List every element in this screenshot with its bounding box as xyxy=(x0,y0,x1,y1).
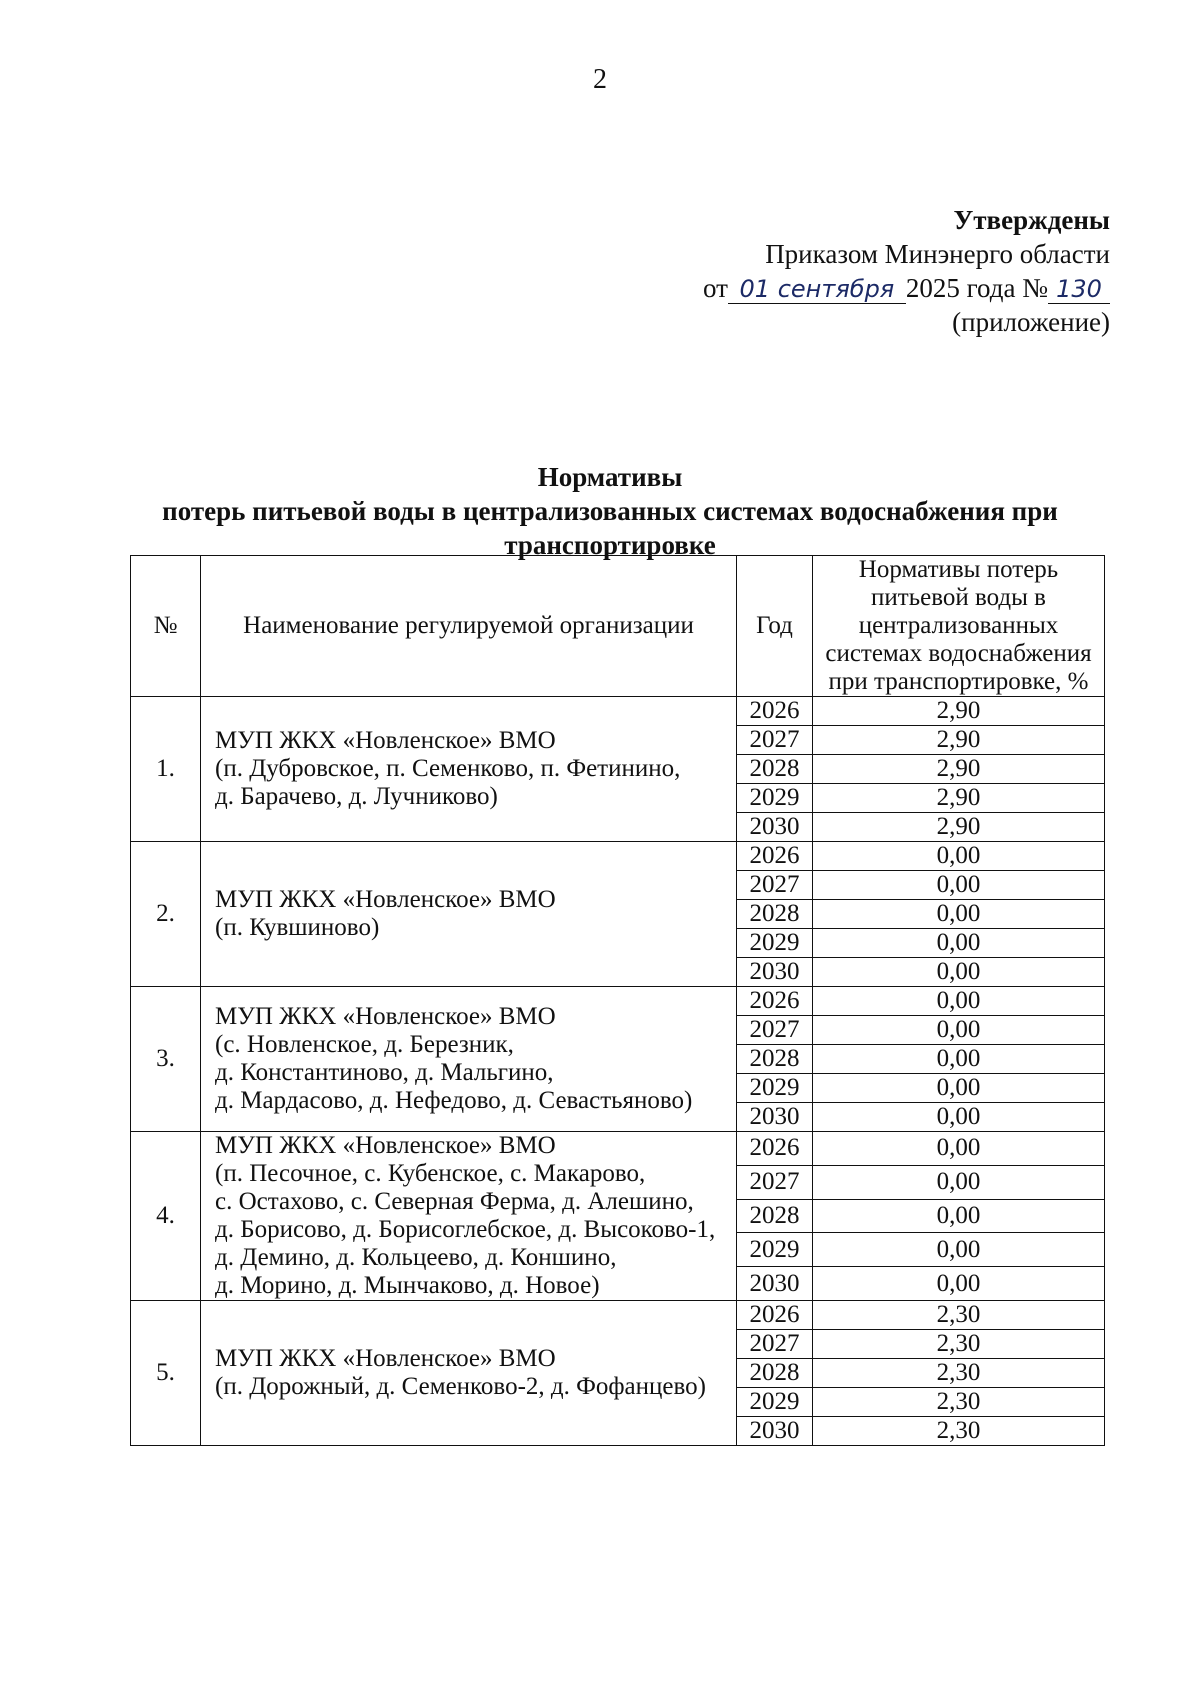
organization-cell xyxy=(201,1132,737,1301)
year-cell: 2027 xyxy=(737,871,813,900)
row-number: 1. xyxy=(131,697,201,842)
year-cell: 2026 xyxy=(737,987,813,1016)
row-number: 4. xyxy=(131,1132,201,1301)
norm-value-cell: 0,00 xyxy=(813,987,1105,1016)
year-cell: 2029 xyxy=(737,929,813,958)
organization-line: д. Мардасово, д. Нефедово, д. Севастьяново) xyxy=(215,1087,693,1114)
norm-value-cell: 2,30 xyxy=(813,1301,1105,1330)
year-cell: 2027 xyxy=(737,1165,813,1199)
table-row xyxy=(131,697,1105,726)
organization-line: МУП ЖКХ «Новленское» ВМО xyxy=(215,1132,556,1159)
row-number: 3. xyxy=(131,987,201,1132)
year-cell: 2027 xyxy=(737,1016,813,1045)
norms-table xyxy=(130,555,1105,1446)
approval-date-line xyxy=(590,271,1110,305)
appendix-label: (приложение) xyxy=(952,307,1110,337)
norm-value-cell: 0,00 xyxy=(813,958,1105,987)
norm-value-cell: 0,00 xyxy=(813,1165,1105,1199)
norm-value-cell: 0,00 xyxy=(813,1199,1105,1233)
header-organization: Наименование регулируемой организации xyxy=(201,556,737,697)
approval-heading: Утверждены xyxy=(953,205,1110,235)
organization-line: д. Морино, д. Мынчаково, д. Новое) xyxy=(215,1272,600,1299)
year-cell: 2026 xyxy=(737,697,813,726)
table-row xyxy=(131,1301,1105,1330)
year-cell: 2029 xyxy=(737,1074,813,1103)
approval-block xyxy=(590,203,1110,339)
year-cell: 2030 xyxy=(737,958,813,987)
year-cell: 2030 xyxy=(737,1267,813,1301)
norm-value-cell: 0,00 xyxy=(813,842,1105,871)
norm-value-cell: 0,00 xyxy=(813,1074,1105,1103)
year-cell: 2028 xyxy=(737,1045,813,1074)
row-number: 5. xyxy=(131,1301,201,1446)
year-cell: 2030 xyxy=(737,813,813,842)
norm-value-cell: 0,00 xyxy=(813,1132,1105,1166)
year-cell: 2026 xyxy=(737,842,813,871)
norm-value-cell: 2,30 xyxy=(813,1330,1105,1359)
page-number: 2 xyxy=(593,64,607,95)
year-cell: 2029 xyxy=(737,784,813,813)
header-number: № xyxy=(131,556,201,697)
header-year: Год xyxy=(737,556,813,697)
organization-line: МУП ЖКХ «Новленское» ВМО xyxy=(215,1345,556,1372)
organization-cell xyxy=(201,987,737,1132)
organization-line: (п. Песочное, с. Кубенское, с. Макарово, xyxy=(215,1160,646,1187)
organization-line: д. Демино, д. Кольцеево, д. Коншино, xyxy=(215,1244,617,1271)
year-cell: 2028 xyxy=(737,900,813,929)
table-row xyxy=(131,842,1105,871)
norm-value-cell: 0,00 xyxy=(813,1267,1105,1301)
norm-value-cell: 0,00 xyxy=(813,871,1105,900)
year-cell: 2029 xyxy=(737,1233,813,1267)
year-cell: 2026 xyxy=(737,1301,813,1330)
year-text: 2025 года № xyxy=(905,273,1048,303)
document-title xyxy=(110,460,1110,562)
title-line-2: потерь питьевой воды в централизованных системах водоснабжения при транспортировке xyxy=(162,496,1058,560)
header-norm: Нормативы потерь питьевой воды в централизованных системах водоснабжения при транспортировке, % xyxy=(813,556,1105,697)
organization-line: д. Борисово, д. Борисоглебское, д. Высоково-1, xyxy=(215,1216,716,1243)
organization-cell xyxy=(201,1301,737,1446)
norm-value-cell: 0,00 xyxy=(813,1233,1105,1267)
organization-line: МУП ЖКХ «Новленское» ВМО xyxy=(215,727,556,754)
organization-line: (с. Новленское, д. Березник, xyxy=(215,1031,514,1058)
year-cell: 2029 xyxy=(737,1388,813,1417)
organization-cell xyxy=(201,697,737,842)
year-cell: 2028 xyxy=(737,1199,813,1233)
handwritten-order-number: 130 xyxy=(1048,275,1110,304)
date-prefix: от xyxy=(702,273,728,303)
handwritten-date: 01 сентября xyxy=(728,275,906,304)
norm-value-cell: 2,90 xyxy=(813,726,1105,755)
norm-value-cell: 0,00 xyxy=(813,929,1105,958)
organization-line: МУП ЖКХ «Новленское» ВМО xyxy=(215,886,556,913)
table-row xyxy=(131,987,1105,1016)
norm-value-cell: 2,90 xyxy=(813,755,1105,784)
organization-line: д. Константиново, д. Мальгино, xyxy=(215,1059,554,1086)
table-body xyxy=(131,697,1105,1446)
norm-value-cell: 0,00 xyxy=(813,1103,1105,1132)
norm-value-cell: 2,90 xyxy=(813,813,1105,842)
year-cell: 2030 xyxy=(737,1417,813,1446)
norm-value-cell: 2,90 xyxy=(813,784,1105,813)
year-cell: 2026 xyxy=(737,1132,813,1166)
norm-value-cell: 2,90 xyxy=(813,697,1105,726)
organization-line: (п. Дубровское, п. Семенково, п. Фетинино, xyxy=(215,755,681,782)
organization-cell xyxy=(201,842,737,987)
norm-value-cell: 0,00 xyxy=(813,1016,1105,1045)
organization-line: МУП ЖКХ «Новленское» ВМО xyxy=(215,1003,556,1030)
table-header-row xyxy=(131,556,1105,697)
row-number: 2. xyxy=(131,842,201,987)
year-cell: 2027 xyxy=(737,726,813,755)
approval-issuer: Приказом Минэнерго области xyxy=(765,239,1110,269)
norm-value-cell: 2,30 xyxy=(813,1417,1105,1446)
organization-line: (п. Кувшиново) xyxy=(215,914,380,941)
organization-line: (п. Дорожный, д. Семенково-2, д. Фофанцево) xyxy=(215,1373,706,1400)
year-cell: 2027 xyxy=(737,1330,813,1359)
year-cell: 2028 xyxy=(737,755,813,784)
organization-line: д. Барачево, д. Лучниково) xyxy=(215,783,498,810)
norm-value-cell: 0,00 xyxy=(813,1045,1105,1074)
organization-line: с. Остахово, с. Северная Ферма, д. Алешино, xyxy=(215,1188,694,1215)
norm-value-cell: 2,30 xyxy=(813,1388,1105,1417)
year-cell: 2030 xyxy=(737,1103,813,1132)
norm-value-cell: 2,30 xyxy=(813,1359,1105,1388)
title-line-1: Нормативы xyxy=(537,462,683,492)
table-row xyxy=(131,1132,1105,1166)
norm-value-cell: 0,00 xyxy=(813,900,1105,929)
year-cell: 2028 xyxy=(737,1359,813,1388)
